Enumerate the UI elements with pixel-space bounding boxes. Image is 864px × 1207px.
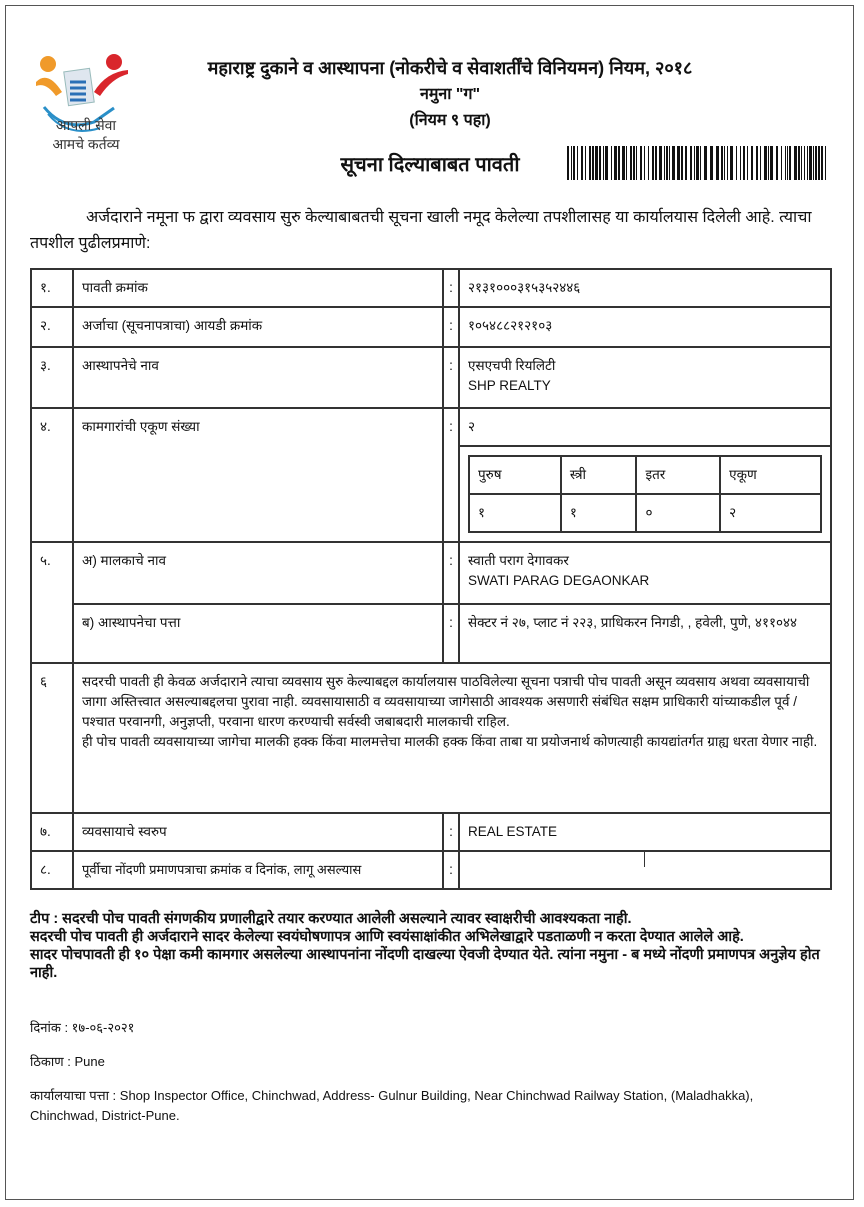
act-title: महाराष्ट्र दुकाने व आस्थापना (नोकरीचे व सेवाशर्तींचे विनियमन) नियम, २०१८	[207, 58, 693, 78]
disclaimer-paragraph-1: सदरची पावती ही केवळ अर्जदाराने त्याचा व्यवसाय सुरु केल्याबद्दल कार्यालयास पाठविलेल्या सूचना पत्राची पोच पावती असून व्यवसाय अथवा व्यवसायाची जागा अस्तित्त्वात असल्याबद्दलचा पुरावा नाही. व्यवसायासाठी व व्यवसायाच्या जागेसाठी आवश्यक असणारी संबंधित सक्षम प्राधिकारी यांच्याकडील पूर्व / पश्चात परवानगी, अनुज्ञप्ती, परवाना धारण करण्याची सर्वस्वी जबाबदारी मालकाची राहिल.	[82, 674, 810, 729]
row-number: १.	[31, 269, 73, 307]
logo-tagline	[36, 116, 136, 154]
colon: :	[443, 542, 459, 604]
table-row	[31, 269, 831, 307]
row-number: ३.	[31, 347, 73, 408]
row-label: ब) आस्थापनेचा पत्ता	[73, 604, 443, 663]
colon: :	[443, 347, 459, 408]
row-label: पावती क्रमांक	[73, 269, 443, 307]
table-row	[31, 851, 831, 889]
row-number: ६	[31, 663, 73, 813]
application-id: १०५४८८२१२१०३	[459, 307, 831, 347]
table-row	[31, 604, 831, 663]
table-row	[31, 307, 831, 347]
row-label: आस्थापनेचे नाव	[73, 347, 443, 408]
colon: :	[443, 604, 459, 663]
row-number: ७.	[31, 813, 73, 851]
logo-line-2: आमचे कर्तव्य	[52, 136, 120, 152]
form-name: नमुना "ग"	[419, 86, 481, 103]
colon: :	[443, 307, 459, 347]
establishment-name	[459, 347, 831, 408]
barcode	[567, 146, 831, 180]
table-row	[31, 347, 831, 408]
note-line-3: सादर पोचपावती ही १० पेक्षा कमी कामगार असलेल्या आस्थापनांना नोंदणी दाखल्या ऐवजी देण्यात येते. त्यांना नमुना - ब मध्ये नोंदणी प्रमाणपत्र अनुज्ञेय होत नाही.	[30, 947, 820, 981]
row-label: पूर्वीचा नोंदणी प्रमाणपत्राचा क्रमांक व दिनांक, लागू असल्यास	[73, 851, 443, 889]
barcode-bar	[826, 146, 829, 180]
office-address: कार्यालयाचा पत्ता : Shop Inspector Office, Chinchwad, Address- Gulnur Building, Near Chinchwad Railway Station, (Maladhakka), Chinchwad, District-Pune.	[30, 1088, 754, 1123]
row-number: ५.	[31, 542, 73, 663]
details-table	[30, 268, 832, 890]
table-row	[31, 813, 831, 851]
disclaimer	[73, 663, 831, 813]
count-male: १	[469, 494, 561, 532]
owner-name-marathi: स्वाती पराग देगावकर	[468, 553, 569, 568]
workers-breakdown	[459, 446, 831, 542]
note-block	[30, 910, 835, 982]
workers-table	[468, 455, 822, 533]
disclaimer-paragraph-2: ही पोच पावती व्यवसायाच्या जागेचा मालकी हक्क किंवा मालमत्तेचा मालकी हक्क किंवा ताबा या प्रयोजनार्थ कोणत्याही कायद्यांतर्गत ग्राह्य धरता येणार नाही.	[82, 734, 818, 749]
total-workers: २	[459, 408, 831, 446]
rule-ref: (नियम ९ पहा)	[409, 112, 491, 129]
note-line-2: सदरची पोच पावती ही अर्जदाराने सादर केलेल्या स्वयंघोषणापत्र आणि स्वयंसाक्षांकीत अभिलेखाद्वारे पडताळणी न करता देण्यात आलेले आहे.	[30, 929, 744, 945]
header-total: एकूण	[720, 456, 821, 494]
colon: :	[443, 269, 459, 307]
logo-line-1: आपली सेवा	[55, 117, 117, 133]
establishment-name-english: SHP REALTY	[468, 378, 551, 393]
note-line-1: टीप : सदरची पोच पावती संगणकीय प्रणालीद्वारे तयार करण्यात आलेली असल्याने त्यावर स्वाक्षरीची आवश्यकता नाही.	[30, 911, 632, 927]
place: ठिकाण : Pune	[30, 1054, 105, 1069]
count-total: २	[720, 494, 821, 532]
row-label: कामगारांची एकूण संख्या	[73, 408, 443, 542]
table-row	[31, 542, 831, 604]
establishment-name-marathi: एसएचपी रियलिटी	[468, 358, 556, 373]
row-label: अ) मालकाचे नाव	[73, 542, 443, 604]
establishment-address: सेक्टर नं २७, प्लाट नं २२३, प्राधिकरन निगडी, , हवेली, पुणे, ४११०४४	[459, 604, 831, 663]
colon: :	[443, 851, 459, 889]
document-title: सूचना दिल्याबाबत पावती	[340, 154, 520, 176]
receipt-number: २१३१०००३१५३५२४४६	[459, 269, 831, 307]
table-row	[31, 663, 831, 813]
table-row	[31, 408, 831, 446]
header-female: स्त्री	[561, 456, 637, 494]
colon: :	[443, 813, 459, 851]
row-label: अर्जाचा (सूचनापत्राचा) आयडी क्रमांक	[73, 307, 443, 347]
previous-registration	[459, 851, 831, 889]
business-nature: REAL ESTATE	[459, 813, 831, 851]
owner-name	[459, 542, 831, 604]
intro-paragraph: अर्जदाराने नमूना फ द्वारा व्यवसाय सुरु केल्याबाबतची सूचना खाली नमूद केलेल्या तपशीलासह या कार्यालयास दिलेली आहे. त्याचा तपशील पुढीलप्रमाणे:	[30, 209, 812, 252]
row-label: व्यवसायाचे स्वरुप	[73, 813, 443, 851]
text-cursor-mark	[644, 851, 645, 867]
header-male: पुरुष	[469, 456, 561, 494]
header-other: इतर	[636, 456, 720, 494]
colon: :	[443, 408, 459, 542]
row-number: २.	[31, 307, 73, 347]
count-female: १	[561, 494, 637, 532]
owner-name-english: SWATI PARAG DEGAONKAR	[468, 573, 650, 588]
row-number: ४.	[31, 408, 73, 542]
count-other: ०	[636, 494, 720, 532]
date: दिनांक : १७-०६-२०२१	[30, 1020, 135, 1035]
row-number: ८.	[31, 851, 73, 889]
